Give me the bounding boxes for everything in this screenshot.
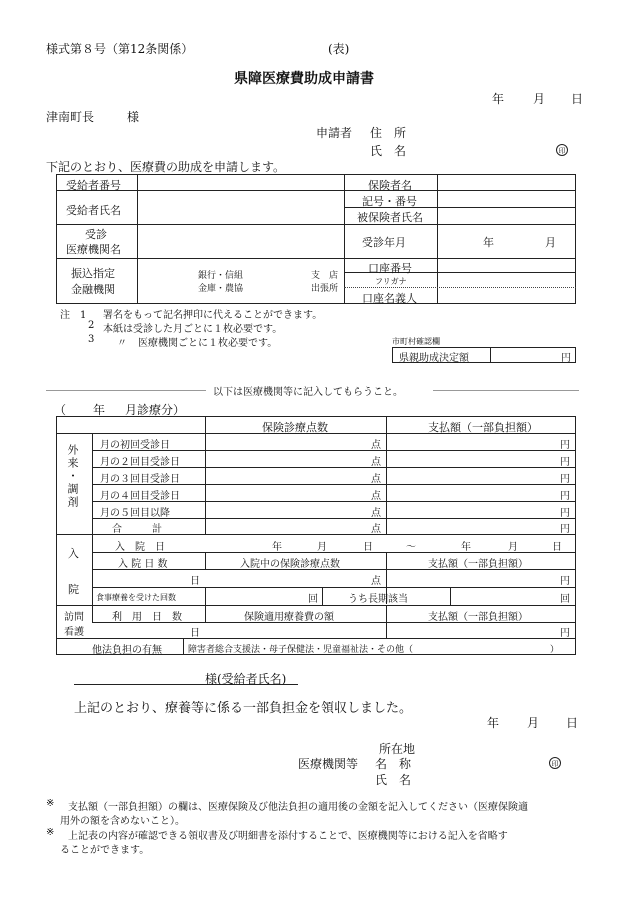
visit-side-2: 看護: [64, 627, 84, 638]
bank-label-2: 金融機関: [71, 283, 115, 296]
inpatient-side-1: 入: [68, 547, 79, 560]
muni-yen: 円: [561, 353, 571, 364]
branch-type-a: 支 店: [311, 271, 339, 281]
inst-label: 医療機関等: [298, 757, 359, 771]
admission-date-label: 入 院 日: [115, 542, 165, 553]
footnote-1a: 支払額（一部負担額）の欄は、医療保険及び他法負担の適用後の金額を記入してください（医療保険適: [68, 802, 528, 813]
yen-unit-1: 円: [560, 457, 570, 468]
adm-start-day: 日: [363, 542, 373, 553]
col-points-header: 保険診療点数: [262, 421, 328, 434]
yen-unit-5: 円: [560, 524, 570, 535]
receipt-statement: 上記のとおり、療養等に係る一部負担金を領収しました。: [74, 701, 413, 716]
receipt-month: 月: [527, 716, 540, 730]
divider-text: 以下は医療機関等に記入してもらうこと。: [213, 387, 403, 398]
long-term-label: うち長期該当: [348, 594, 408, 605]
period-month: 月診療分）: [125, 403, 186, 417]
row-label-3: 月の４回目受診日: [100, 491, 180, 502]
footnote-2a: 上記表の内容が確認できる領収書及び明細書を添付することで、医療機関等における記入を省略す: [68, 831, 508, 842]
note-3: 医療機関ごとに１枚必要です。: [138, 338, 278, 349]
note-1-mark: 注 1: [60, 310, 87, 321]
row-label-5: 合 計: [112, 524, 162, 535]
form-number: 様式第８号（第12条関係）: [46, 42, 194, 56]
visit-side-1: 訪問: [64, 612, 84, 623]
inst-seal-mark: 印: [549, 757, 561, 769]
note-2: 本紙は受診した月ごとに１枚必要です。: [103, 324, 283, 335]
muni-caption: 市町村確認欄: [392, 337, 440, 346]
yen-unit-2: 円: [560, 474, 570, 485]
footnote-1-mark: ※: [46, 798, 55, 809]
insured-name-label: 被保険者氏名: [357, 211, 423, 224]
row-label-2: 月の３回目受診日: [100, 474, 180, 485]
intro-text: 下記のとおり、医療費の助成を申請します。: [46, 160, 286, 174]
admission-yen-unit: 円: [560, 576, 570, 587]
recipient-sama: 様(受給者氏名): [205, 672, 287, 686]
side-label: (表): [328, 42, 350, 56]
account-number-label: 口座番号: [368, 262, 412, 275]
admission-point-unit: 点: [371, 576, 381, 587]
meal-times-unit: 回: [308, 594, 318, 605]
bank-label-1: 振込指定: [71, 267, 115, 280]
inpatient-side-2: 院: [68, 583, 79, 596]
visit-pay-label: 支払額（一部負担額）: [428, 612, 528, 623]
yen-unit-4: 円: [560, 508, 570, 519]
date-day: 日: [571, 92, 584, 106]
point-unit-3: 点: [371, 491, 381, 502]
period-open: （: [54, 403, 67, 417]
applicant-label: 申請者: [316, 126, 353, 140]
use-days-label: 利 用 日 数: [112, 612, 182, 623]
visit-day-unit: 日: [190, 628, 200, 639]
footnote-2b: ることができます。: [60, 845, 150, 856]
addressee: 津南町長: [46, 110, 95, 124]
note-1: 署名をもって記名押印に代えることができます。: [103, 310, 323, 321]
recipient-name-label: 受給者氏名: [66, 204, 121, 217]
public-burden-label: 他法負担の有無: [92, 645, 162, 656]
public-laws-text: 障害者総合支援法・母子保健法・児童福祉法・その他（: [188, 645, 414, 655]
outpatient-side-label: 外来・調剤: [66, 444, 79, 509]
recipient-number-label: 受給者番号: [66, 179, 121, 192]
meal-count-label: 食事療養を受けた回数: [96, 593, 176, 602]
account-holder-label: 口座名義人: [362, 292, 417, 305]
note-3-ditto: 〃: [117, 338, 127, 349]
inst-name-label: 名 称: [375, 757, 412, 771]
long-term-times-unit: 回: [560, 594, 570, 605]
public-laws-close: ）: [550, 645, 560, 655]
adm-start-month: 月: [317, 542, 327, 553]
footnote-2-mark: ※: [46, 827, 55, 838]
note-3-mark: 3: [88, 334, 95, 345]
bank-type-a: 銀行・信組: [198, 271, 244, 281]
admission-day-unit: 日: [190, 576, 200, 587]
footnote-1b: 用外の額を含めないこと）。: [60, 816, 185, 827]
point-unit-1: 点: [371, 457, 381, 468]
adm-start-year: 年: [272, 542, 282, 553]
muni-decision-label: 県親助成決定額: [399, 353, 469, 364]
branch-type-b: 出張所: [311, 284, 339, 294]
receipt-day: 日: [566, 716, 579, 730]
adm-tilde: 〜: [406, 542, 416, 553]
inst-person-label: 氏 名: [375, 773, 412, 787]
admission-points-label: 入院中の保険診療点数: [240, 559, 340, 570]
note-2-mark: 2: [88, 320, 95, 331]
admission-pay-label: 支払額（一部負担額）: [428, 559, 528, 570]
date-month: 月: [533, 92, 546, 106]
applicant-seal-mark: 印: [556, 144, 568, 156]
applicant-address-label: 住 所: [370, 126, 407, 140]
adm-end-day: 日: [552, 542, 562, 553]
visit-ym-label: 受診年月: [362, 236, 406, 249]
row-label-0: 月の初回受診日: [100, 440, 170, 451]
row-label-1: 月の２回目受診日: [100, 457, 180, 468]
adm-end-month: 月: [508, 542, 518, 553]
clinic-label-1: 受診: [85, 228, 107, 241]
bank-type-b: 金庫・農協: [198, 284, 244, 294]
insurer-name-label: 保険者名: [368, 179, 412, 192]
adm-end-year: 年: [461, 542, 471, 553]
point-unit-4: 点: [371, 508, 381, 519]
inst-location-label: 所在地: [379, 742, 416, 756]
admission-days-label: 入 院 日 数: [118, 559, 168, 570]
addressee-honorific: 様: [127, 110, 140, 124]
applicant-name-label: 氏 名: [370, 144, 407, 158]
furigana-label: フリガナ: [375, 277, 407, 286]
clinic-label-2: 医療機関名: [66, 243, 121, 256]
visit-month-unit: 月: [545, 236, 556, 249]
point-unit-2: 点: [371, 474, 381, 485]
symbol-number-label: 記号・番号: [362, 195, 417, 208]
receipt-year: 年: [487, 716, 500, 730]
yen-unit-0: 円: [560, 440, 570, 451]
yen-unit-3: 円: [560, 491, 570, 502]
point-unit-0: 点: [371, 440, 381, 451]
row-label-4: 月の５回目以降: [100, 508, 170, 519]
visit-fee-label: 保険適用療養費の額: [244, 612, 334, 623]
visit-yen-unit: 円: [560, 628, 570, 639]
visit-year-unit: 年: [483, 236, 494, 249]
point-unit-5: 点: [371, 524, 381, 535]
col-pay-header: 支払額（一部負担額）: [428, 421, 538, 434]
date-year: 年: [492, 92, 505, 106]
page-title: 県障医療費助成申請書: [234, 71, 374, 87]
period-year: 年: [93, 403, 106, 417]
